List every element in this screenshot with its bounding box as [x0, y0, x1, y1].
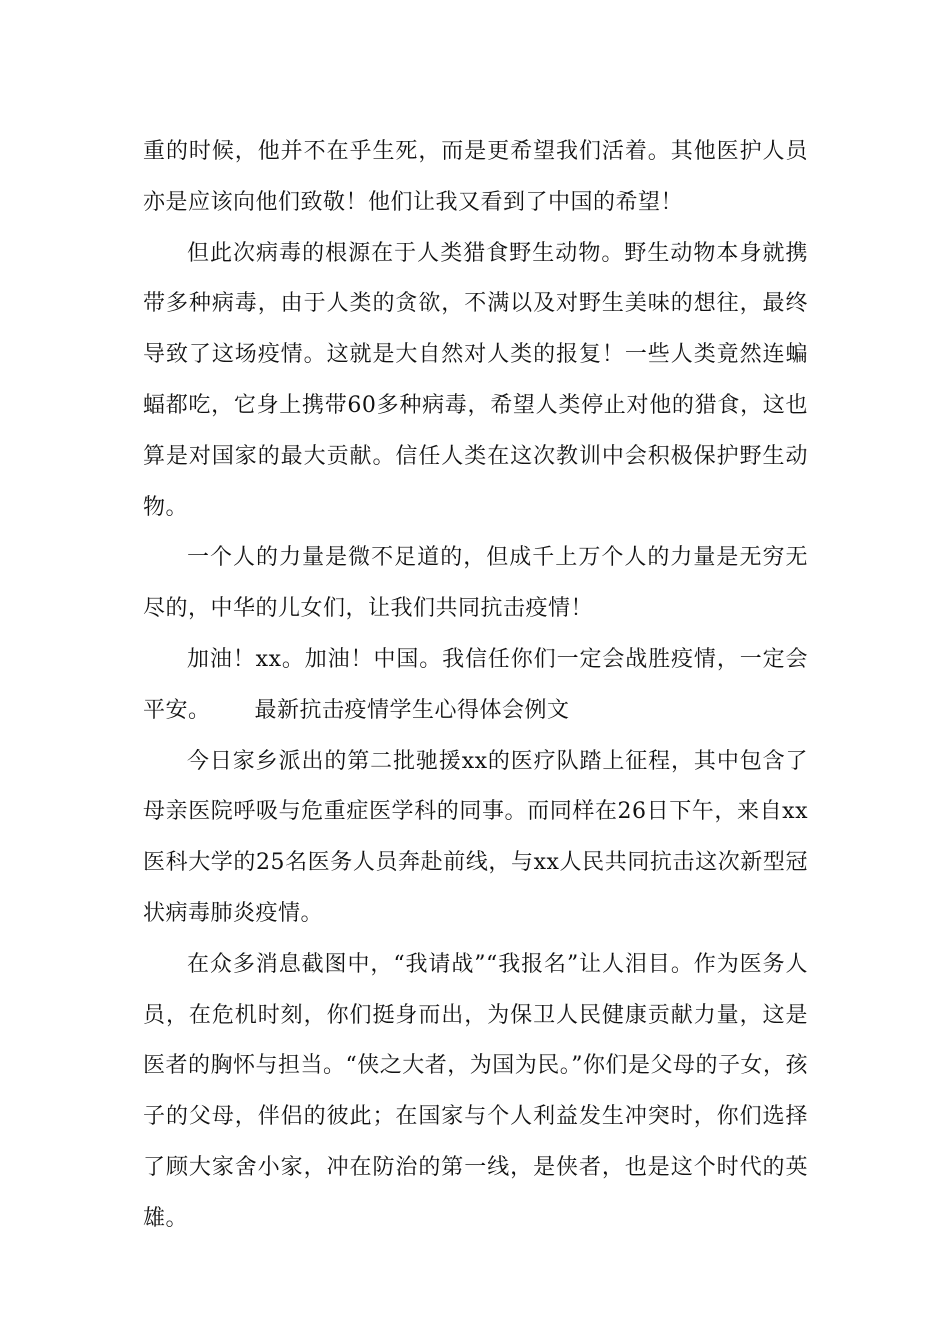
- section-heading: 最新抗击疫情学生心得体会例文: [254, 697, 570, 723]
- paragraph-2: 但此次病毒的根源在于人类猎食野生动物。野生动物本身就携带多种病毒，由于人类的贪欲，不满以及对野生美味的想往，最终导致了这场疫情。这就是大自然对人类的报复！一些人类竟然连蝙蝠都吃，它身上携带60多种病毒，希望人类停止对他的猎食，这也算是对国家的最大贡献。信任人类在这次教训中会积极保护野生动物。: [143, 240, 808, 520]
- paragraph-6: 在众多消息截图中，“我请战”“我报名”让人泪目。作为医务人员，在危机时刻，你们挺身而出，为保卫人民健康贡献力量，这是医者的胸怀与担当。“侠之大者，为国为民。”你们是父母的子女，孩子的父母，伴侣的彼此；在国家与个人利益发生冲突时，你们选择了顾大家舍小家，冲在防治的第一线，是侠者，也是这个时代的英雄。: [143, 951, 808, 1231]
- paragraph-4-text: 加油！xx。加油！中国。我信任你们一定会战胜疫情，一定会平安。: [143, 646, 808, 723]
- paragraph-3: 一个人的力量是微不足道的，但成千上万个人的力量是无穷无尽的，中华的儿女们，让我们共同抗击疫情！: [143, 545, 808, 622]
- paragraph-1: 重的时候，他并不在乎生死，而是更希望我们活着。其他医护人员亦是应该向他们致敬！他们让我又看到了中国的希望！: [143, 139, 808, 215]
- paragraph-5: 今日家乡派出的第二批驰援xx的医疗队踏上征程，其中包含了母亲医院呼吸与危重症医学科的同事。而同样在26日下午，来自xx医科大学的25名医务人员奔赴前线，与xx人民共同抗击这次新型冠状病毒肺炎疫情。: [143, 748, 808, 926]
- paragraph-4: [143, 635, 808, 737]
- document-body: [143, 127, 808, 1245]
